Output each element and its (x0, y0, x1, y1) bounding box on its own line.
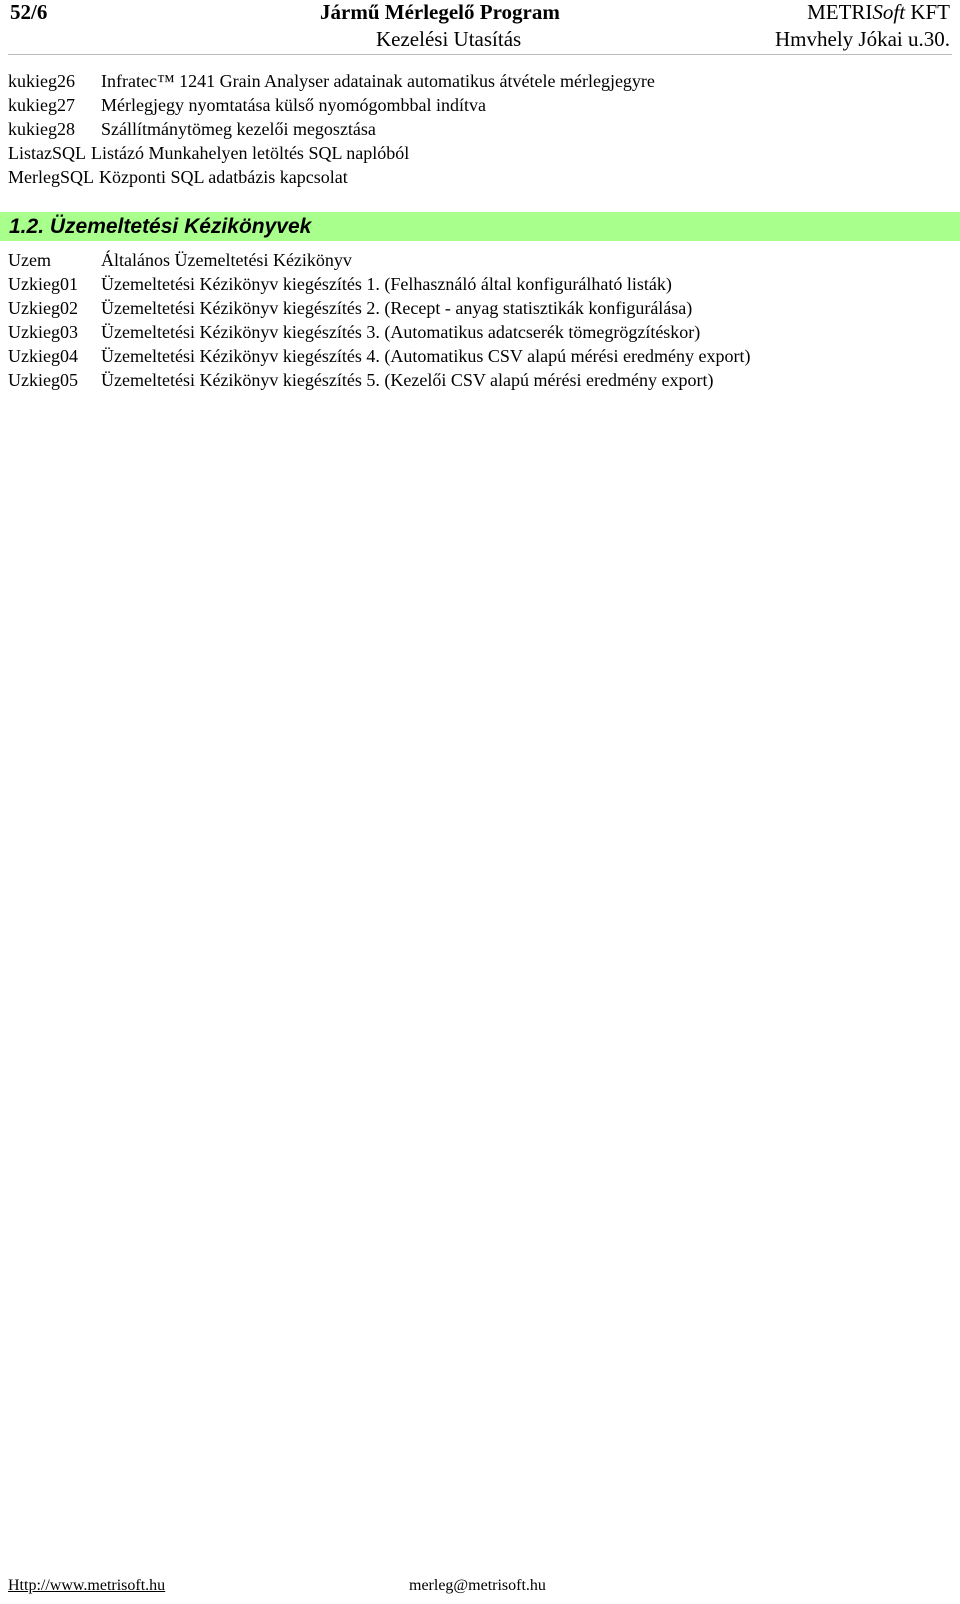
item-description: Listázó Munkahelyen letöltés SQL naplóból (91, 143, 410, 163)
page-number: 52/6 (10, 0, 48, 24)
list-item (8, 165, 655, 189)
item-code: ListazSQL (8, 143, 86, 163)
list-item (8, 93, 655, 117)
item-description: Üzemeltetési Kézikönyv kiegészítés 4. (Automatikus CSV alapú mérési eredmény export) (101, 346, 751, 366)
item-code: MerlegSQL (8, 167, 94, 187)
list-item (8, 117, 655, 141)
list-item (8, 69, 655, 93)
item-code: Uzkieg01 (8, 274, 78, 294)
item-description: Mérlegjegy nyomtatása külső nyomógombbal indítva (101, 95, 486, 115)
manuals-list (8, 248, 751, 392)
item-description: Üzemeltetési Kézikönyv kiegészítés 3. (Automatikus adatcserék tömegrögzítéskor) (101, 322, 701, 342)
page-header (0, 0, 960, 56)
item-code: Uzem (8, 250, 51, 270)
list-item (8, 248, 751, 272)
item-code: Uzkieg02 (8, 298, 78, 318)
company-prefix: METRI (807, 0, 873, 24)
item-code: kukieg27 (8, 95, 75, 115)
item-description: Üzemeltetési Kézikönyv kiegészítés 2. (Recept - anyag statisztikák konfigurálása) (101, 298, 693, 318)
document-title: Kezelési Utasítás (376, 27, 522, 51)
item-description: Általános Üzemeltetési Kézikönyv (101, 250, 352, 270)
item-code: Uzkieg05 (8, 370, 78, 390)
program-title: Jármű Mérlegelő Program (320, 0, 560, 24)
list-item (8, 344, 751, 368)
company-name (807, 2, 950, 23)
list-item (8, 296, 751, 320)
item-code: kukieg26 (8, 71, 75, 91)
item-code: kukieg28 (8, 119, 75, 139)
item-description: Központi SQL adatbázis kapcsolat (98, 167, 348, 187)
website-link[interactable]: Http://www.metrisoft.hu (8, 1577, 166, 1594)
item-code: Uzkieg04 (8, 346, 78, 366)
section-heading: 1.2. Üzemeltetési Kézikönyvek (0, 212, 960, 241)
list-item (8, 368, 751, 392)
header-divider (8, 54, 952, 55)
list-item (8, 141, 655, 165)
item-description: Üzemeltetési Kézikönyv kiegészítés 5. (Kezelői CSV alapú mérési eredmény export) (101, 370, 714, 390)
company-address: Hmvhely Jókai u.30. (775, 27, 950, 51)
item-description: Üzemeltetési Kézikönyv kiegészítés 1. (Felhasználó által konfigurálható listák) (101, 274, 672, 294)
page-footer (0, 1577, 960, 1601)
list-item (8, 272, 751, 296)
company-soft: Soft (872, 0, 906, 24)
list-item (8, 320, 751, 344)
item-code: Uzkieg03 (8, 322, 78, 342)
contact-email: merleg@metrisoft.hu (409, 1577, 546, 1594)
item-description: Szállítmánytömeg kezelői megosztása (101, 119, 376, 139)
item-description: Infratec™ 1241 Grain Analyser adatainak automatikus átvétele mérlegjegyre (101, 71, 655, 91)
module-list (8, 69, 655, 189)
company-suffix: KFT (905, 0, 950, 24)
